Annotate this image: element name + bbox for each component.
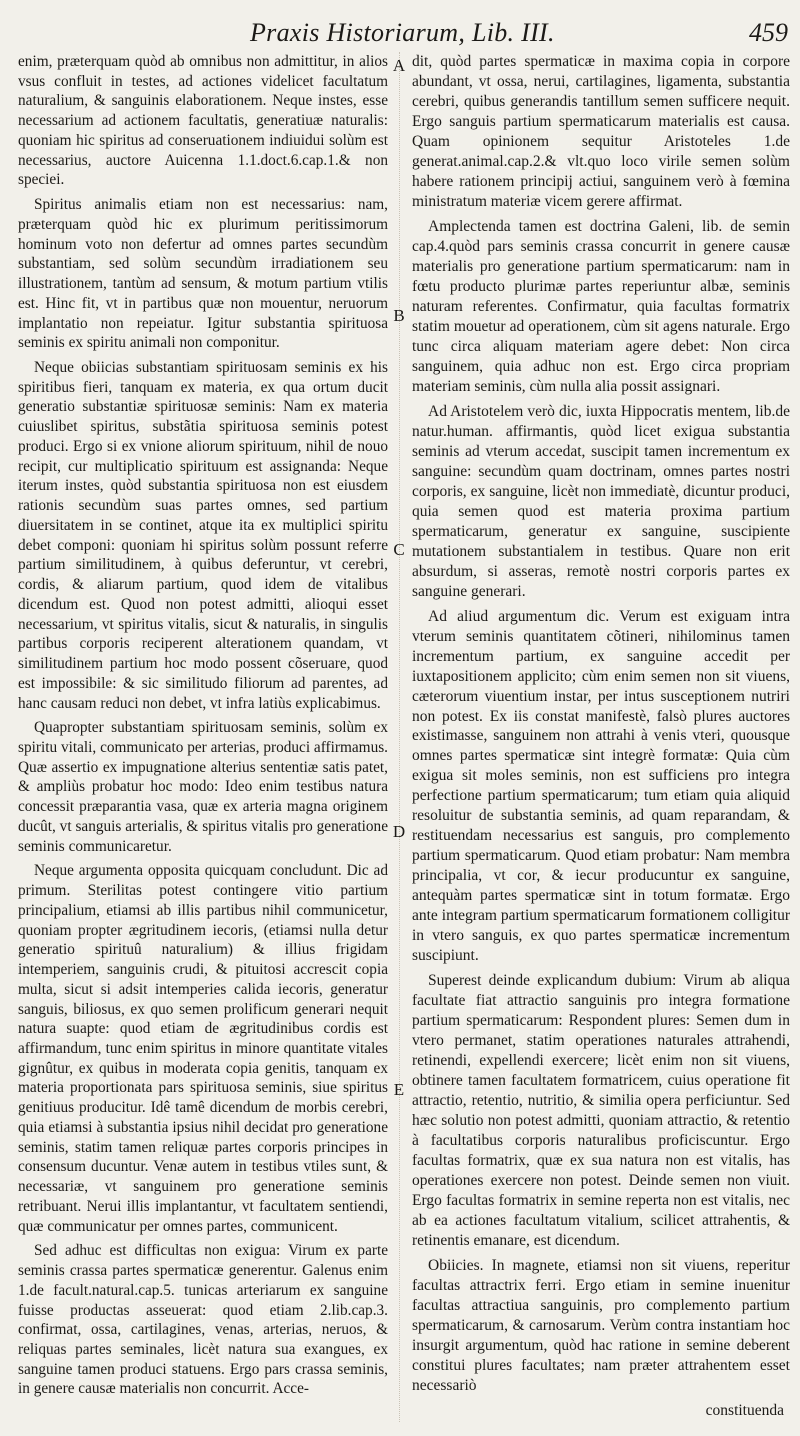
paragraph: enim, præterquam quòd ab omnibus non admittitur, in alios vsus confluit in testes, ad actiones videlicet facultatum naturalium, & sanguinis elaborationem. Neque instes, esse necessarium ad actionem facultatis, generatiuæ naturalis: quoniam hic spiritus ad conseruationem indiuidui solùm est necessarius, auctore Auicenna 1.1.doct.6.cap.1.& non speciei.: [18, 53, 388, 189]
left-column: [18, 52, 388, 1428]
paragraph: Ad aliud argumentum dic. Verum est exiguam intra vterum seminis quantitatem cõtineri, nihilominus tamen incrementum partium, ex sanguine accedit per iuxtapositionem applicito; cùm enim semen non sit viuens, cæterorum viuentium instar, per intus susceptionem nutriri non potest. Ex iis constat manifestè, falsò plures auctores existimasse, sanguinem non attrahi à venis vteri, quousque omnes partes spermaticæ sint integrè formatæ: Quia cùm exigua sit moles seminis, non est sufficiens pro integra perfectione partium spermaticarum; tum etiam quia aliquid resoluitur de substantia seminis, ad quam reparandam, & restituendam necessarius est sanguis, pro complemento partium spermaticarum. Quod etiam probatur: Nam membra principalia, vt cor, & iecur producuntur ex sanguine, antequàm partes spermaticæ sint in totum formatæ. Ergo ante integram partium spermaticarum formationem colligitur in vtero sanguis, ex quo partes spermaticæ incrementum suscipiunt.: [412, 607, 790, 965]
paragraph: Ad Aristotelem verò dic, iuxta Hippocratis mentem, lib.de natur.human. affirmantis, quòd licet exigua substantia seminis ad vterum accedat, suscipit tamen incrementum ex sanguine: secundùm quam doctrinam, omnes partes nostri corporis, ex sanguine, licèt non immediatè, dicuntur produci, quia semen quod est materia proxima partium spermaticarum, generatur ex sanguine, suscipiente mutationem substantialem in testibus. Quare non erit absurdum, si asseras, remotè nostri corporis partes ex sanguine generari.: [412, 402, 790, 600]
page-header: [0, 10, 800, 50]
paragraph: Neque argumenta opposita quicquam concludunt. Dic ad primum. Sterilitas potest contingere vitio partium principalium, etiamsi ab illis partibus nihil communicetur, quoniam propter ægritudinem iecoris, (etiamsi nulla detur generatio spirituû naturalium) & illius frigidam intemperiem, sanguinis crudi, & pituitosi accrescit copia multa, sicut si adsit intemperies calida iecoris, generatur sanguis, biliosus, ex quo semen prolificum generari nequit natura suapte: quod etiam de ægritudinibus cordis est affirmandum, tunc enim spiritus in minore quantitate vitales gignûtur, ex quibus in moderata copia genitis, tanquam ex materia proportionata pars spirituosa seminis, siue spiritus genitiuus producitur. Idê tamê dicendum de morbis cerebri, quia etiamsi à substantia ipsius nihil decidat pro generatione seminis, statim tamen reliquæ partes corporis principes in consensum ducuntur. Venæ autem in testibus vtiles sunt, & necessariæ, vt sanguinem pro generatione seminis retribuant. Nerui illis implantantur, vt facultatem sentiendi, quæ communicatur per omnes partes, communicent.: [18, 862, 388, 1235]
paragraph: dit, quòd partes spermaticæ in maxima copia in corpore abundant, vt ossa, nerui, cartilagines, ligamenta, substantia cerebri, quibus generandis tantillum semen sufficere nequit. Ergo sanguis partium spermaticarum materialis est causa. Quam opinionem sequitur Aristoteles 1.de generat.animal.cap.2.& vlt.quo loco virile semen solùm habere rationem principij actiui, sanguinem verò à fœmina ministratum materiæ vicem gerere affirmat.: [412, 53, 790, 210]
margin-letter-d: D: [392, 822, 406, 841]
margin-letter-b: B: [393, 306, 405, 325]
margin-letter-a: A: [392, 56, 406, 75]
paragraph: Obiicies. In magnete, etiamsi non sit viuens, reperitur facultas attractrix ferri. Ergo etiam in semine inuenitur facultas attractiua sanguinis, pro complemento partium spermaticarum, & carnosarum. Verùm contra instantiam hoc insurgit argumentum, quòd hac ratione in semine deberent constitui plures facultates; nam præter attrahentem esset necessariò: [412, 1257, 790, 1394]
paragraph: Sed adhuc est difficultas non exigua: Virum ex parte seminis crassa partes spermaticæ generentur. Galenus enim 1.de facult.natural.cap.5. tunicas arteriarum ex sanguine fuisse productas asseuerat: quod etiam 2.lib.cap.3. confirmat, ossa, cartilagines, venas, arterias, neruos, & reliquas partes seminales, licèt natura sua exangues, ex sanguine tamen produci statuens. Ergo pars crassa seminis, in genere causæ materialis non concurrit. Acce-: [18, 1242, 388, 1398]
page-number: 459: [749, 18, 788, 47]
paragraph: Quapropter substantiam spirituosam seminis, solùm ex spiritu vitali, communicato per arterias, produci affirmamus. Quæ assertio ex impugnatione alterius sententiæ satis patet, & ampliùs probatur hoc modo: Ideo enim testibus natura concessit præparantia vasa, quæ ex arteria magna originem ducût, vt sanguis arterialis, & spiritus vitalis pro generatione seminis communicaretur.: [18, 719, 388, 855]
running-title: Praxis Historiarum, Lib. III.: [250, 18, 555, 47]
margin-letter-e: E: [393, 1080, 405, 1099]
paragraph: Spiritus animalis etiam non est necessarius: nam, præterquam quòd hic ex plurimum peritissimorum hominum voto non defertur ad omnes partes secundùm substantiam, sed solùm secundùm irradiationem seu illustrationem, tantùm ad sensum, & motum partium vtilis est. Hinc fit, vt in partibus quæ non mouentur, neruorum implantatio non repeiatur. Igitur substantia spirituosa seminis ex spiritu animali non componitur.: [18, 196, 388, 352]
margin-letter-c: C: [393, 540, 405, 559]
paragraph: Neque obiicias substantiam spirituosam seminis ex his spiritibus fieri, tanquam ex materia, ex qua ortum ducit generatio substantiæ spirituosæ seminis: Nam ex materia cuiuslibet spiritus, substãtia spirituosa seminis potest produci. Ergo si ex vnione aliorum spirituum, nihil de nouo recipit, cur multiplicatio spirituum est assignanda: Neque iterum instes, quòd substantia spirituosa non est eiusdem rationis secundùm suas partes omnes, sed partium diuersitatem in se continet, atque ita ex multiplici spiritu debet componi: quoniam hi spiritus solùm possunt referre partium similitudinem, à quibus deferuntur, vt cerebri, cordis, & aliarum partium, quod idem de vitalibus dicendum est. Quod non potest admitti, alioqui esset necessarium, vt spiritus vitalis, sicut & naturalis, in singulis partibus corporis reciperent alterationem quandam, vt similitudinem partium hoc modo possent cõseruare, quod est impossibile: & sic similitudo filiorum ad parentes, ad hanc causam reduci non debet, vt infra latiùs explicabimus.: [18, 359, 388, 712]
paragraph: Amplectenda tamen est doctrina Galeni, lib. de semin cap.4.quòd pars seminis crassa concurrit in genere causæ materialis pro generatione partium spermaticarum: nam in fœtu producto plurimæ partes reperiuntur albæ, seminis naturam referentes. Confirmatur, quia facultas formatrix statim mouetur ad operationem, cùm sit agens naturale. Ergo tunc circa aliquam materiam agere debet: Non circa sanguinem, quia adhuc non est. Ergo circa propriam materiam seminis, cùm nulla alia possit assignari.: [412, 217, 790, 395]
column-gutter: [399, 52, 400, 1422]
right-column: [412, 52, 790, 1428]
catchword: constituenda: [705, 1401, 784, 1419]
paragraph: Superest deinde explicandum dubium: Virum ab aliqua facultate fiat attractio sanguinis pro integra formatione partium spermaticarum: Respondent plures: Semen dum in vtero permanet, statim operationes naturales attrahendi, retinendi, expellendi exercere; licèt enim non sit viuens, obtinere tamen facultatem formatricem, cuius operatione fit attractio, retentio, nutritio, & similia opera perficiuntur. Sed hæc solutio non potest admitti, quoniam attractio, & retentio à facultatibus corporis naturalibus proficiscuntur. Ergo facultas formatrix, quæ ex sua natura non est vitalis, has operationes exercere non potest. Deinde semen non viuit. Ergo facultas formatrix in semine reperta non est vitalis, nec ab ea actiones facultatum vitalium, scilicet attrahentis, & retinentis emanare, est dicendum.: [412, 972, 790, 1250]
